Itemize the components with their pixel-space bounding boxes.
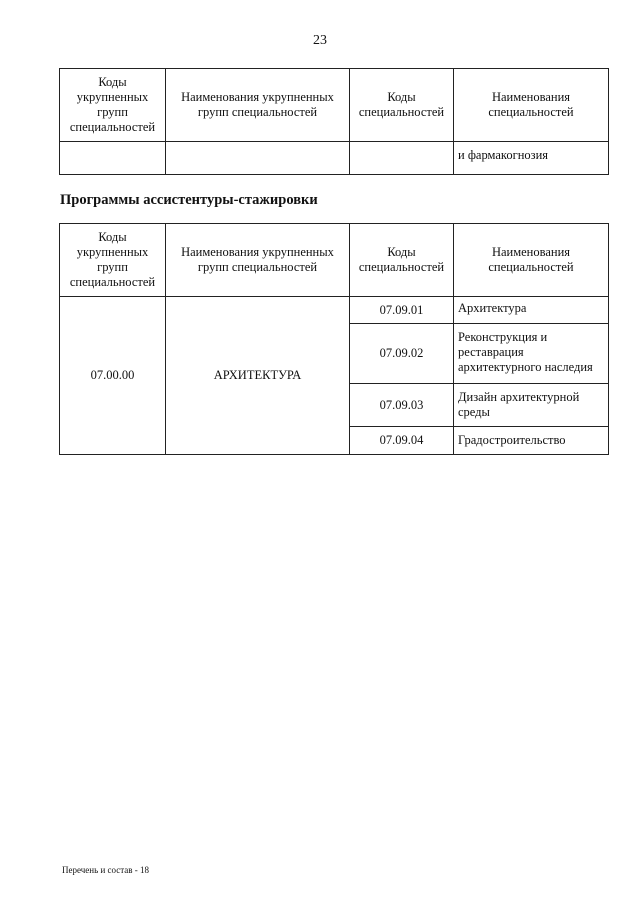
- header-specialty-names: Наименования специальностей: [454, 69, 609, 142]
- header-group-codes: Коды укрупненных групп специальностей: [60, 224, 166, 297]
- cell-specialty-code: 07.09.03: [350, 384, 454, 427]
- header-specialty-codes: Коды специальностей: [350, 69, 454, 142]
- cell-specialty-name: Градостроительство: [454, 427, 609, 455]
- table-header-row: [60, 69, 609, 142]
- cell-group-name: [166, 142, 350, 175]
- cell-specialty-code: 07.09.04: [350, 427, 454, 455]
- cell-group-code: [60, 142, 166, 175]
- footer-note: Перечень и состав - 18: [62, 865, 150, 875]
- continued-specialties-table: [59, 68, 609, 175]
- table-header-row: [60, 224, 609, 297]
- cell-group-code: 07.00.00: [60, 297, 166, 455]
- cell-specialty-code: 07.09.02: [350, 324, 454, 384]
- header-specialty-codes: Коды специальностей: [350, 224, 454, 297]
- header-group-codes: Коды укрупненных групп специальностей: [60, 69, 166, 142]
- page-number: 23: [313, 33, 327, 48]
- header-group-names: Наименования укрупненных групп специальностей: [166, 224, 350, 297]
- cell-specialty-code: [350, 142, 454, 175]
- cell-specialty-name: Реконструкция и реставрация архитектурного наследия: [454, 324, 609, 384]
- cell-specialty-name: Дизайн архитектурной среды: [454, 384, 609, 427]
- table-row: [60, 142, 609, 175]
- table-row: [60, 297, 609, 324]
- cell-specialty-name: Архитектура: [454, 297, 609, 324]
- cell-group-name: АРХИТЕКТУРА: [166, 297, 350, 455]
- section-title: Программы ассистентуры-стажировки: [60, 192, 318, 208]
- header-group-names: Наименования укрупненных групп специальностей: [166, 69, 350, 142]
- header-specialty-names: Наименования специальностей: [454, 224, 609, 297]
- cell-specialty-name: и фармакогнозия: [454, 142, 609, 175]
- cell-specialty-code: 07.09.01: [350, 297, 454, 324]
- assistantship-programs-table: [59, 223, 609, 455]
